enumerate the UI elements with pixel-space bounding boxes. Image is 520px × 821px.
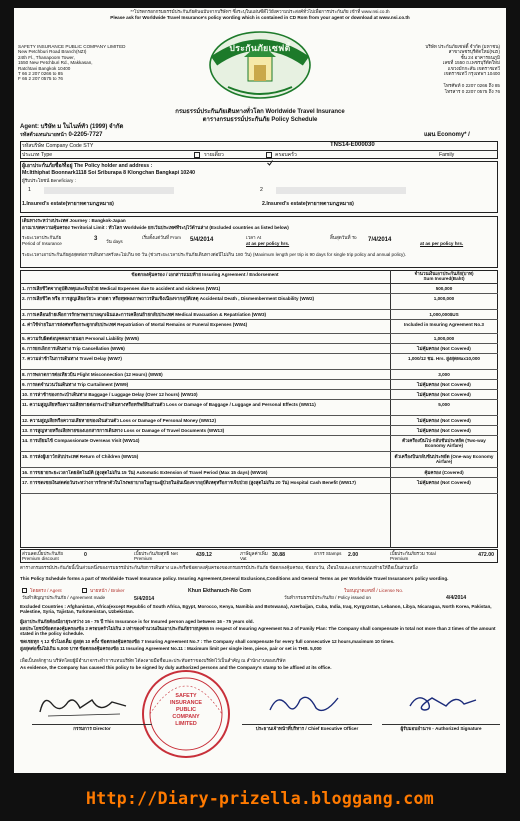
seal-line-3: PUBLIC <box>175 707 197 713</box>
period-label-th: ระยะเวลาประกันภัย <box>22 235 62 240</box>
coverage-item-label: 9. การลดจำนวนวันเดินทาง Trip Curtailment (WW9) <box>22 381 129 387</box>
insured-label: ผู้เอาประกันภัยชื่อ/ที่อยู่ The Policy holder and address : <box>22 163 153 169</box>
premium-discount-value: 0 <box>84 552 87 558</box>
period-label-en: Period of Insurance <box>22 241 62 246</box>
plan-line <box>424 132 504 139</box>
director-signature <box>34 690 134 720</box>
company-en-addr2: 24th Fl., Thanapoom Tower, <box>18 54 75 60</box>
coverage-row <box>20 320 498 334</box>
agent-code-line <box>20 132 280 139</box>
coverage-row <box>20 284 498 294</box>
company-en-name: SAFETY INSURANCE PUBLIC COMPANY LIMITED <box>18 44 126 49</box>
coverage-item-value: 1,000,000$US <box>429 311 459 317</box>
coverage-item-value: ไม่คุ้มครอง (Not Covered) <box>417 391 471 397</box>
period-start-time: at as per policy hrs. <box>246 241 290 246</box>
plan-mark: / <box>468 132 470 138</box>
period-time-label: เวลา At <box>246 235 262 240</box>
company-th-name: บริษัท ประกันภัยเซฟตี้ จำกัด (มหาชน) <box>425 44 500 49</box>
agent-value: บริษัท ม ในไนท์ทัว (1999) จำกัด <box>40 124 124 130</box>
statement-th: ตารางกรมธรรม์ประกันภัยนี้เป็นส่วนหนึ่งของกรมธรรม์ประกันภัยการเดินทาง และ/หรือข้อตกลงคุ้มครองของกรมธรรม์ประกันภัย ข้อตกลงคุ้มครอง, ข้อยกเว้น, เงื่อนไขและเอกสารแนบท้ายให้ถือเป็นส่วนหนึ่ง <box>20 565 418 570</box>
coverage-row <box>20 426 498 436</box>
doc-title <box>134 109 386 116</box>
seal-text <box>140 693 232 728</box>
doc-subtitle-th: ตารางกรมธรรม์ประกันภัย <box>202 117 270 123</box>
company-seal <box>140 668 232 760</box>
signature-mark-icon <box>264 690 344 720</box>
company-th-fax: โทรสาร 0 2207 0575 ถึง 76 <box>444 88 500 94</box>
seal-line-1: SAFETY <box>175 693 197 699</box>
coverage-item-value: 500,000 <box>435 285 453 291</box>
company-th-addr5: เขตราชเทวี กรุงเทพฯ 10400 <box>443 71 500 77</box>
policy-issued-date: 4/4/2014 <box>446 595 467 601</box>
coverage-row <box>20 380 498 390</box>
seal-line-2: INSURANCE <box>169 700 203 706</box>
coverage-item-label: 5. ความรับผิดต่อบุคคลภายนอก Personal Liability (WW5) <box>22 335 139 341</box>
coverage-row <box>20 416 498 426</box>
coverage-item-label: 15. การส่งผู้เยาว์กลับประเทศ Return of Children (WW15) <box>22 453 139 459</box>
authorized-line <box>382 724 500 725</box>
coverage-item-label: 6. การยกเลิกการเดินทาง Trip Cancellation (WW6) <box>22 345 125 351</box>
premium-net-label: เบี้ยประกันภัยสุทธิ Net Premium <box>134 551 178 562</box>
company-th-addr3: เลขที่ 1550 ถ.เพชรบุรีตัดใหม่ <box>442 60 500 66</box>
policy-issued-label: วันทำกรมธรรม์ประกันภัย / Policy issued on <box>284 595 371 600</box>
coverage-item-value: ไม่คุ้มครอง (Not Covered) <box>417 479 471 485</box>
coverage-row <box>20 452 498 468</box>
doc-title-en: Worldwide Travel Insurance <box>265 109 345 115</box>
period-start-label: เริ่มตั้งแต่วันที่ From <box>142 235 181 240</box>
plan-label: แผน Economy* <box>424 132 467 138</box>
coverage-item-value: ไม่คุ้มครอง (Not Covered) <box>417 417 471 423</box>
period-end-label: สิ้นสุดวันที่ To <box>330 235 357 240</box>
signature-mark-icon <box>34 690 134 720</box>
company-en-fax: F 66 2 207 0575 to 76 <box>18 76 63 82</box>
coverage-row <box>20 478 498 494</box>
coverage-item-value: 1,000/12 ชม. Hrs. สูงสุดMax10,000 <box>408 355 480 361</box>
company-code-label: รหัสบริษัท Company Code STY <box>22 143 94 149</box>
coverage-head-sum-en: Sum Insured(Baht) <box>423 276 465 281</box>
agreement-label: วันทำสัญญาประกันภัย / Agreement made <box>22 595 106 600</box>
coverage-item-label: 7. ความล่าช้าในการเดินทาง Travel Delay (WW7) <box>22 355 122 361</box>
doc-subtitle-en: Policy Schedule <box>271 117 318 123</box>
ceo-signature <box>264 690 344 720</box>
period-days-label: วัน days <box>106 239 123 244</box>
policy-number: TNS14-E000030 <box>330 142 375 148</box>
company-th-addr2: ชั้น 24 อาคารธนภูมิ <box>460 54 500 60</box>
company-code-divider <box>20 150 498 151</box>
individual-label: รายเดี่ยว <box>204 152 224 158</box>
premium-stamp-value: 2.00 <box>348 552 359 558</box>
premium-vat-label: ภาษีมูลค่าเพิ่ม Vat <box>240 551 268 562</box>
statement-en: This Policy Schedule forms a part of Worldwide Travel Insurance policy. Insuring Agreement,General Exclusions,Conditions and General Terms as per Worldwide Travel Insurance's policy wording. <box>20 576 449 581</box>
premium-net-value: 439.12 <box>196 552 212 558</box>
coverage-row <box>20 354 498 370</box>
coverage-item-value: ไม่คุ้มครอง (Not Covered) <box>417 427 471 433</box>
company-logo <box>188 21 332 105</box>
beneficiary-label: ผู้รับประโยชน์ Beneficiary : <box>22 178 76 183</box>
coverage-item-value: คุ้มครอง (Covered) <box>424 469 464 475</box>
excluded-countries: Excluded Countries : Afghanistan, Africa(except Republic of South Africa, Egypt, Morocco, Kenya, Namibia and Botswana), Azerbaijan, Cuba, India, Iraq, Kyrgyzstan, Lebanon, Libya, Nicaragua, North Korea, Pakistan, Palestine, Syria, Tajistan, Turkmenistan, Uzbekistan. <box>20 604 492 615</box>
period-start-date: 5/4/2014 <box>190 237 214 243</box>
coverage-item-label: 16. การขยายระยะเวลาโดยอัตโนมัติ (สูงสุดไม่เกิน 15 วัน) Automatic Extension of Travel Period (Max 15 days) (WW16) <box>22 469 268 475</box>
redacted-field-2 <box>276 187 406 194</box>
evidence-en: As evidence, the Company has caused this policy to be signed by duly authorized persons and the Company's stamp to be affixed at its office. <box>20 665 332 670</box>
company-th-tel: โทรศัพท์ 0 2207 0266 ถึง 85 <box>443 83 500 89</box>
coverage-item-label: 14. การเยี่ยมไข้ Compassionate Overseas Visit (WW14) <box>22 437 140 443</box>
agent-line <box>20 124 280 131</box>
beneficiary-estate-2: 2.Insured's estate(ทายาทตามกฎหมาย) <box>262 201 354 207</box>
policy-document <box>14 8 506 773</box>
broker-checkbox <box>82 588 87 593</box>
coverage-item-value: Included in Insuring Agreement No.3 <box>404 321 484 327</box>
family-en-label: Family <box>439 152 455 158</box>
delay-note: ชดเชยทุก ๆ 12 ชั่วโมงเต็ม สูงสุด 10 ครั้ง ข้อตกลงคุ้มครองข้อ 7 Insuring Agreement No.7 : The Company shall compensate for every full consecutive 12 hours,maximum 10 times. <box>20 639 395 644</box>
coverage-row <box>20 344 498 354</box>
coverage-row <box>20 310 498 320</box>
direct-label: โดยตรง / Agent <box>30 588 62 593</box>
period-end-date: 7/4/2014 <box>368 237 392 243</box>
coverage-item-label: 13. การสูญหายหรือเสียหายของเอกสารการเดินทาง Loss or Damage of Travel Documents (WW13) <box>22 427 225 433</box>
logo-emblem-icon <box>188 21 332 105</box>
coverage-item-label: 12. ความสูญเสียหรือความเสียหายของเงินส่วนตัว Loss or Damage of Personal Money (WW12) <box>22 417 217 423</box>
direct-checkbox <box>22 588 27 593</box>
coverage-row <box>20 390 498 400</box>
ceo-label: ประธานเจ้าหน้าที่บริหาร / Chief Executive Officer <box>255 726 359 731</box>
authorized-label: ผู้รับมอบอำนาจ - Authorized Signature <box>400 726 482 731</box>
company-th-addr4: แขวงมักกะสัน เขตราชเทวี <box>447 65 500 71</box>
journey-label: เดินทางระหว่างประเทศ Journey : Bangkok-Japan <box>22 218 126 223</box>
doc-title-th: กรมธรรม์ประกันภัยเดินทางทั่วโลก <box>175 109 264 115</box>
period-note: ระยะเวลาเอาประกันภัยสูงสุดต่อการเดินทางครั้งละไม่เกิน 90 วัน (ช่วงระยะเวลาประกันภัยเดินทางต่อปีไม่เกิน 180 วัน) (Maximum length per trip is 90 days for single trip policy and annual policy). <box>22 252 407 257</box>
director-line <box>32 724 152 725</box>
premium-discount-label: ส่วนลดเบี้ยประกันภัย Premium discount <box>22 551 63 562</box>
coverage-item-value: ไม่คุ้มครอง (Not Covered) <box>417 381 471 387</box>
coverage-row <box>20 294 498 310</box>
item-note: สูงสุดต่อชิ้นไม่เกิน 5,000 บาท ข้อตกลงคุ้มครองข้อ 11 Insuring Agreement No.11 : Maximum limit per single item, piece, pair or set is THB. 5,000 <box>20 646 322 651</box>
individual-checkbox <box>194 152 200 158</box>
period-end-time: at as per policy hrs. <box>420 241 464 246</box>
coverage-item-label: 17. การชดเชยเงินสดต่อวันระหว่างการรักษาตัวในโรงพยาบาลในฐานะผู้ป่วยในอันเนื่องจากอุบัติเหตุหรือการเจ็บป่วย (สูงสุดไม่เกิน 20 วัน) Hospital Cash Benefit (WW17) <box>22 479 356 485</box>
coverage-item-label: 11. ความสูญเสียหรือความเสียหายต่อกระเป๋าเดินทางหรือทรัพย์สินส่วนตัว Loss or Damage of Baggage / Luggage and Personal Effects (WW11) <box>22 401 316 407</box>
director-label: กรรมการ Director <box>73 726 111 731</box>
authorized-signature <box>402 688 482 718</box>
beneficiary-num-2: 2 <box>260 187 263 193</box>
coverage-item-label: 3. การเคลื่อนย้ายเพื่อการรักษาพยาบาลฉุกเฉินและการเคลื่อนย้ายกลับประเทศ Medical Evacuation & Repatriation (WW3) <box>22 311 267 317</box>
coverage-item-value: ไม่คุ้มครอง (Not Covered) <box>417 345 471 351</box>
company-en-addr3: 1550 New Petchburi Rd., Makkasan, <box>18 60 93 66</box>
company-th-block <box>344 44 500 94</box>
agent-label: Agent: <box>20 124 39 130</box>
coverage-row <box>20 468 498 478</box>
coverage-row <box>20 436 498 452</box>
coverage-item-label: 10. การล่าช้าของกระเป๋าเดินทาง Baggage / Luggage Delay (Over 12 hours) (WW10) <box>22 391 198 397</box>
company-en-addr4: Ratchtavi Bangkok 10400 <box>18 65 71 71</box>
premium-stamp-label: อากร Stamps <box>314 551 342 556</box>
agent-code-label: รหัสตัวแทน/นายหน้า <box>20 132 67 138</box>
redacted-field-1 <box>44 187 174 194</box>
company-en-addr1: New Petchburi Road Branch(NZI) <box>18 49 87 55</box>
footer-url[interactable]: Http://Diary-prizella.bloggang.com <box>86 789 434 808</box>
company-en-block <box>18 44 168 82</box>
company-th-addr1: สาขาเพชรบุรีตัดใหม่(NZI) <box>448 49 500 55</box>
coverage-item-label: 4. ค่าใช้จ่ายในการส่งศพหรือกระดูกกลับประเทศ Repatriation of Mortal Remains or Funeral Expenses (WW4) <box>22 321 248 327</box>
logo-text: ประกันภัยเซฟตี้ <box>229 43 291 53</box>
territory-label: อาณาเขตความคุ้มครอง Territorial Limit : ทั่วโลก Worldwide ยกเว้นประเทศที่ระบุไว้ด้านล่าง (Excluded countries as listed below) <box>22 225 289 230</box>
age-note: ผู้เอาประกันภัยต้องมีอายุระหว่าง 16 - 75 ปี This Insurance is for Insured person aged between 16 - 75 years old. <box>20 619 254 624</box>
coverage-row <box>20 400 498 416</box>
premium-total-label: เบี้ยประกันภัยรวม Total Premium <box>390 551 436 562</box>
ceo-line <box>242 724 372 725</box>
coverage-row <box>20 334 498 344</box>
company-en-tel: T 66 2 207 0266 to 85 <box>18 71 63 77</box>
coverage-item-label: 8. การพลาดการต่อเที่ยวบิน Flight Misconnection (12 Hours) (WW8) <box>22 371 163 377</box>
beneficiary-estate-1: 1.Insured's estate(ทายาทตามกฎหมาย) <box>22 201 114 207</box>
broker-label: นายหน้า / Broker <box>90 588 125 593</box>
license-label: ใบอนุญาตเลขที่ / License No. <box>344 588 404 593</box>
period-days: 3 <box>94 236 98 242</box>
coverage-head: ข้อตกลงคุ้มครอง / เอกสารแนบท้าย Insuring Agreement / Endorsement <box>131 272 279 277</box>
premium-total-value: 472.00 <box>478 552 494 558</box>
doc-subtitle <box>134 117 386 124</box>
coverage-item-label: 1. การเสียชีวิตจากอุบัติเหตุและเจ็บป่วย Medical Expenses due to accident and sickness (WW1) <box>22 285 221 291</box>
issued-at: Khun Ekthanuch-No Com <box>188 588 251 594</box>
coverage-item-value: ตั๋วเครื่องบินกลับชั้นประหยัด (One-way Economy Airfare) <box>394 453 494 464</box>
seal-line-4: COMPANY <box>172 714 200 720</box>
type-label: ประเภท Type <box>22 152 53 158</box>
family-note: ผลประโยชน์ข้อตกลงคุ้มครองข้อ 2 ครอบครัวไม่เกิน 2 เท่าของจำนวนเงินเอาประกันภัยรายบุคคล In respect of Insuring Agreement No.2 of Family Plan: The Company shall compensate in total not more than 2 times of the amount stated in the policy schedule. <box>20 626 496 637</box>
signature-mark-icon <box>402 688 482 718</box>
coverage-head-sum-th: จำนวนเงินเอาประกันภัย(บาท) <box>414 271 474 276</box>
agreement-date: 5/4/2014 <box>134 596 155 602</box>
top-notice-en: Please ask for Worldwide Travel Insurance's policy wording which is contained in CD Rom from your agent or download at www.nsi.co.th <box>110 15 410 20</box>
insured-name: Mr.Itthiphat Boonnark1118 Soi Sriburapa 8 Klongchan Bangkapi 10240 <box>22 170 195 176</box>
premium-vat-value: 30.88 <box>272 552 285 558</box>
seal-line-5: LIMITED <box>175 721 197 727</box>
family-checkbox <box>266 152 272 158</box>
agent-code-value: 0-2205-7727 <box>68 132 103 138</box>
top-notice-th: **โปรดกรอกกรมธรรม์ประกันภัยต้นฉบับจากบริษัทฯ ซึ่งระบุในแผ่นซีดีไว้ยังความประสงค์ทั่วไปเพื่อการประกันภัย เข้าที่ www.nsi.co.th <box>130 9 390 14</box>
family-th-label: ครอบครัว <box>275 152 297 158</box>
coverage-item-value: 5,000 <box>438 401 450 407</box>
evidence-th: เพื่อเป็นหลักฐาน บริษัทโดยผู้มีอำนาจกระทำการแทนบริษัท ได้ลงลายมือชื่อและประทับตราของบริษัทไว้เป็นสำคัญ ณ สำนักงานของบริษัท <box>20 658 286 663</box>
coverage-item-value: 1,000,000 <box>433 335 455 341</box>
coverage-row <box>20 370 498 380</box>
coverage-item-label: 2. การเสียชีวิต หรือ การสูญเสียอวัยวะ สายตา หรือทุพพลภาพถาวรสิ้นเชิงเนื่องจากอุบัติเหตุ Accidental Death , Dismemberment Disability (WW2) <box>22 295 315 301</box>
coverage-item-value: 1,000,000 <box>433 295 455 301</box>
beneficiary-num-1: 1 <box>28 187 31 193</box>
coverage-item-value: ตั๋วเครื่องบินไป-กลับชั้นประหยัด (Two-way Economy Airfare) <box>402 437 486 448</box>
coverage-item-value: 3,000 <box>438 371 450 377</box>
